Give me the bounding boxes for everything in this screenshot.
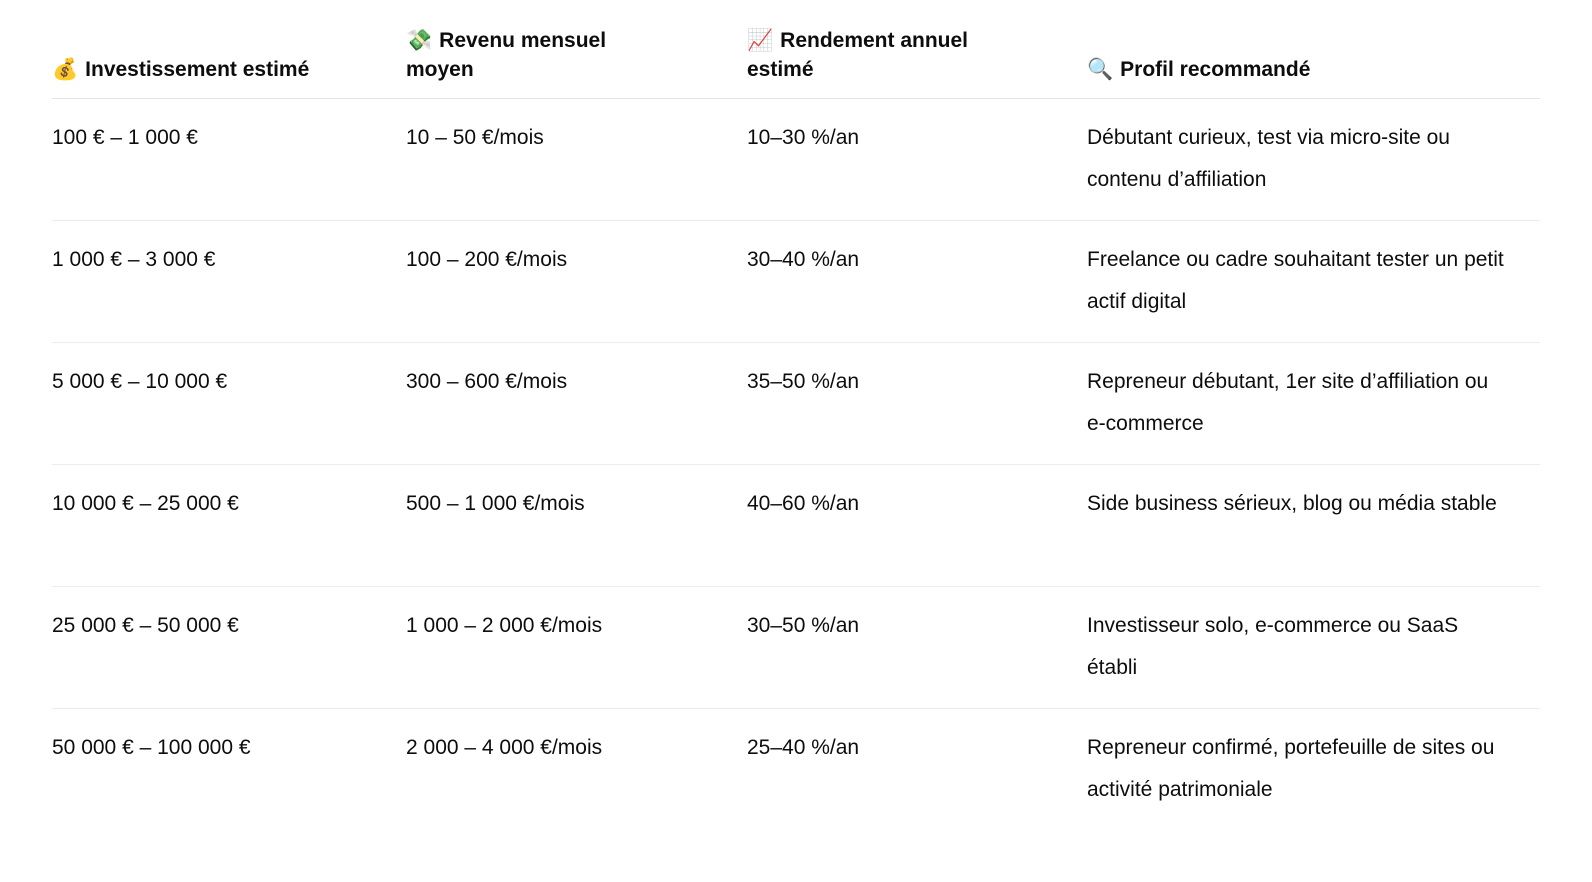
- profile-cell: Freelance ou cadre souhaitant tester un petit actif digital: [1087, 248, 1504, 313]
- monthly-revenue-cell: 100 – 200 €/mois: [406, 248, 568, 271]
- profile-cell: Débutant curieux, test via micro-site ou contenu d’affiliation: [1087, 126, 1450, 191]
- header-profile-label: Profil recommandé: [1120, 58, 1311, 81]
- monthly-revenue-cell: 10 – 50 €/mois: [406, 126, 544, 149]
- annual-yield-cell: 40–60 %/an: [747, 492, 860, 515]
- chart-increasing-icon: 📈: [747, 28, 774, 52]
- monthly-revenue-cell: 1 000 – 2 000 €/mois: [406, 614, 603, 637]
- table-row: [52, 709, 1540, 831]
- investment-cell: 25 000 € – 50 000 €: [52, 614, 239, 637]
- profile-cell: Repreneur débutant, 1er site d’affiliation ou e-commerce: [1087, 370, 1489, 435]
- table-row: [52, 221, 1540, 343]
- investment-cell: 10 000 € – 25 000 €: [52, 492, 239, 515]
- table-row: [52, 99, 1540, 221]
- annual-yield-cell: 30–50 %/an: [747, 614, 860, 637]
- annual-yield-cell: 35–50 %/an: [747, 370, 860, 393]
- money-bag-icon: 💰: [52, 57, 79, 81]
- header-monthly-revenue-label: Revenu mensuel moyen: [406, 29, 607, 81]
- monthly-revenue-cell: 2 000 – 4 000 €/mois: [406, 736, 603, 759]
- profile-cell: Side business sérieux, blog ou média stable: [1087, 492, 1497, 515]
- monthly-revenue-cell: 500 – 1 000 €/mois: [406, 492, 585, 515]
- monthly-revenue-cell: 300 – 600 €/mois: [406, 370, 568, 393]
- annual-yield-cell: 10–30 %/an: [747, 126, 860, 149]
- annual-yield-cell: 25–40 %/an: [747, 736, 860, 759]
- money-with-wings-icon: 💸: [406, 28, 433, 52]
- header-annual-yield: [747, 26, 1087, 84]
- table-row: [52, 465, 1540, 587]
- magnifying-glass-icon: 🔍: [1087, 57, 1114, 81]
- investment-cell: 5 000 € – 10 000 €: [52, 370, 228, 393]
- header-annual-yield-label: Rendement annuel estimé: [747, 29, 969, 81]
- table-row: [52, 587, 1540, 709]
- header-profile: [1087, 55, 1540, 84]
- header-monthly-revenue: [406, 26, 747, 84]
- table-row: [52, 343, 1540, 465]
- investment-cell: 1 000 € – 3 000 €: [52, 248, 216, 271]
- investment-cell: 100 € – 1 000 €: [52, 126, 198, 149]
- profile-cell: Investisseur solo, e-commerce ou SaaS établi: [1087, 614, 1459, 679]
- table-header-row: [52, 26, 1540, 99]
- profile-cell: Repreneur confirmé, portefeuille de sites ou activité patrimoniale: [1087, 736, 1495, 801]
- annual-yield-cell: 30–40 %/an: [747, 248, 860, 271]
- header-investment-label: Investissement estimé: [85, 58, 310, 81]
- investment-cell: 50 000 € – 100 000 €: [52, 736, 251, 759]
- header-investment: [52, 55, 406, 84]
